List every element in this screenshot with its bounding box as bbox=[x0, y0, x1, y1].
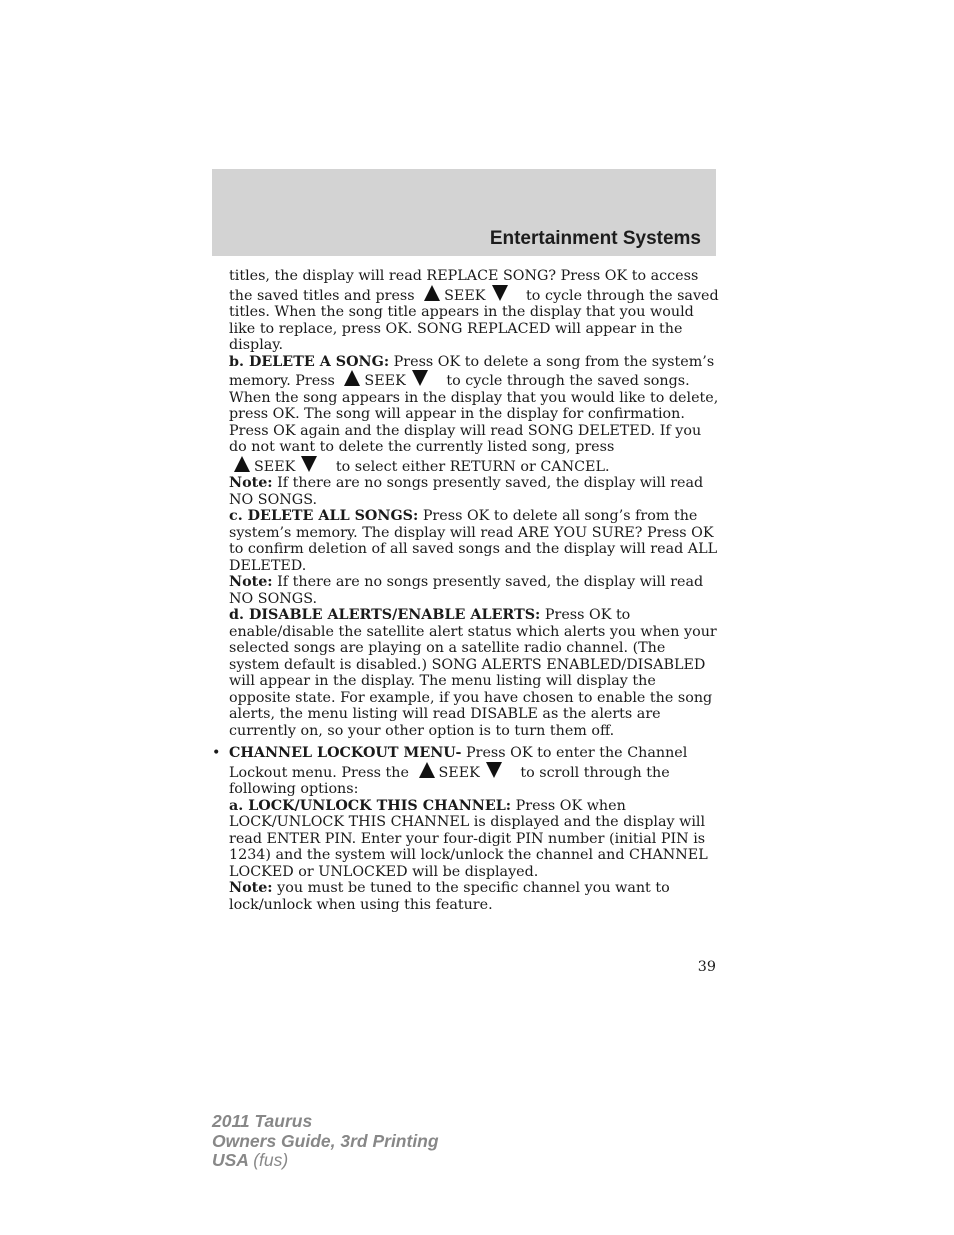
paragraph-text: to scroll through the following options: bbox=[229, 764, 670, 797]
paragraph-heading: c. DELETE ALL SONGS: bbox=[229, 508, 419, 524]
paragraph-text: Press OK to delete a song from the system’s memory. Press bbox=[229, 353, 715, 389]
note-tuned-channel bbox=[229, 880, 719, 913]
footer-model: 2011 Taurus bbox=[212, 1111, 313, 1131]
paragraph-text: Press OK to enable/disable the satellite alert status which alerts you when your selected songs are playing on a satellite radio channel. (The system default is disabled.) SONG ALERTS ENABLED/DISABLED will appear in the display. The menu listing will display the opposite state. For example, if you have chosen to enable the song alerts, the menu listing will read DISABLE as the alerts are currently on, so your other option is to turn them off. bbox=[229, 607, 717, 739]
paragraph-text: Press OK when LOCK/UNLOCK THIS CHANNEL is displayed and the display will read ENTER PIN. Enter your four-digit PIN number (initial PIN is 1234) and the system will lock/unlock the channel and CHANNEL LOCKED or UNLOCKED will be displayed. bbox=[229, 797, 708, 880]
paragraph-text: to select either RETURN or CANCEL. bbox=[335, 458, 610, 475]
triangle-down-icon bbox=[486, 762, 502, 778]
bullet-heading: CHANNEL LOCKOUT MENU- bbox=[229, 745, 462, 761]
page-number: 39 bbox=[697, 959, 716, 975]
paragraph-delete-all-songs bbox=[229, 508, 719, 574]
paragraph-text: Press OK to enter the Channel Lockout menu. Press the bbox=[229, 745, 688, 781]
paragraph-heading: a. LOCK/UNLOCK THIS CHANNEL: bbox=[229, 797, 512, 814]
seek-label: SEEK bbox=[444, 287, 486, 304]
paragraph-text: to cycle through the saved songs. When the song appears in the display that you would like to delete, press OK. The song will appear in the display for confirmation. Press OK again and the display will read SONG DELETED. If you do not want to delete the currently listed song, press bbox=[229, 373, 719, 455]
seek-control-graphic bbox=[414, 762, 516, 782]
seek-label: SEEK bbox=[438, 764, 480, 781]
footer-region bbox=[212, 1151, 439, 1171]
footer-guide-edition: Owners Guide, 3rd Printing bbox=[212, 1130, 439, 1151]
section-title: Entertainment Systems bbox=[489, 228, 701, 249]
triangle-up-icon bbox=[234, 456, 250, 472]
triangle-up-icon bbox=[344, 370, 360, 386]
paragraph-text: Press OK to delete all song’s from the system’s memory. The display will read ARE YOU SURE? Press OK to confirm deletion of all saved songs and the display will read ALL DELETED. bbox=[229, 508, 718, 574]
triangle-down-icon bbox=[412, 370, 428, 386]
note-no-songs-2 bbox=[229, 574, 719, 607]
footer-region-code: (fus) bbox=[253, 1150, 289, 1170]
note-text: you must be tuned to the specific channel you want to lock/unlock when using this feature. bbox=[229, 880, 670, 913]
bullet-marker: • bbox=[212, 745, 221, 761]
document-footer bbox=[212, 1112, 439, 1171]
section-header-band bbox=[212, 169, 716, 256]
paragraph-delete-a-song bbox=[229, 354, 719, 476]
triangle-up-icon bbox=[419, 762, 435, 778]
paragraph-lock-unlock-channel bbox=[229, 798, 719, 881]
note-no-songs-1 bbox=[229, 475, 719, 508]
triangle-down-icon bbox=[492, 285, 508, 301]
page-content bbox=[212, 268, 719, 913]
paragraph-text: to cycle through the saved titles. When the song title appears in the display that you would like to replace, press OK. SONG REPLACED will appear in the display. bbox=[229, 287, 719, 353]
seek-label: SEEK bbox=[254, 458, 296, 475]
footer-region-main: USA bbox=[212, 1150, 249, 1170]
paragraph-text: titles, the display will read REPLACE SONG? Press OK to access the saved titles and press bbox=[229, 268, 699, 304]
triangle-up-icon bbox=[424, 285, 440, 301]
paragraph-heading: b. DELETE A SONG: bbox=[229, 353, 390, 370]
bullet-channel-lockout-menu bbox=[212, 745, 719, 798]
seek-control-graphic bbox=[229, 456, 331, 476]
seek-control-graphic bbox=[339, 370, 441, 390]
note-text: If there are no songs presently saved, the display will read NO SONGS. bbox=[229, 475, 704, 508]
note-label: Note: bbox=[229, 475, 273, 491]
paragraph-heading: d. DISABLE ALERTS/ENABLE ALERTS: bbox=[229, 607, 541, 623]
seek-label: SEEK bbox=[364, 373, 406, 389]
note-label: Note: bbox=[229, 574, 273, 590]
note-text: If there are no songs presently saved, the display will read NO SONGS. bbox=[229, 574, 704, 607]
note-label: Note: bbox=[229, 880, 273, 896]
paragraph-replace-song bbox=[229, 268, 719, 354]
seek-control-graphic bbox=[419, 285, 521, 305]
triangle-down-icon bbox=[301, 456, 317, 472]
paragraph-disable-enable-alerts bbox=[229, 607, 719, 739]
